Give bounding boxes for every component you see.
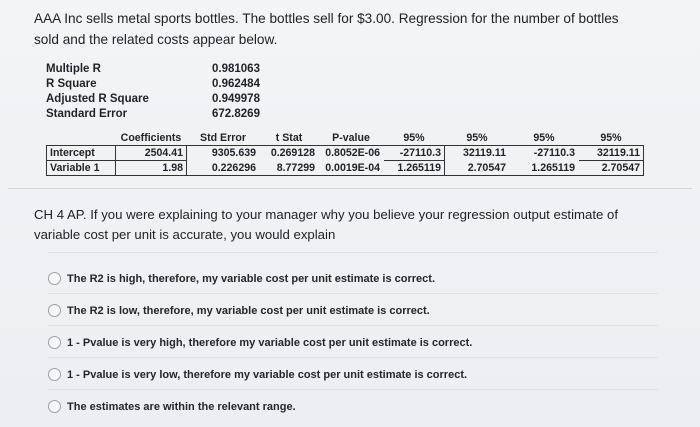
column-header: Coefficients (116, 131, 187, 146)
table-cell: 1.265119 (510, 161, 579, 176)
option-separator (48, 325, 658, 326)
option-text: 1 - Pvalue is very high, therefore my variable cost per unit estimate is correct. (67, 336, 473, 349)
column-header: 95% (579, 131, 644, 146)
stat-value: 0.981063 (212, 63, 260, 75)
stat-label: R Square (46, 78, 97, 90)
column-header: 95% (384, 131, 445, 146)
option-separator (48, 389, 658, 390)
section-divider (8, 188, 692, 189)
stat-label: Adjusted R Square (46, 93, 149, 105)
table-cell: 2.70547 (579, 161, 644, 176)
stat-value: 0.949978 (212, 93, 260, 105)
stat-row-multiple-r (46, 62, 260, 77)
table-header-row (47, 131, 644, 146)
table-cell: 8.77299 (260, 161, 319, 176)
regression-statistics (46, 62, 260, 122)
table-cell: 2504.41 (116, 146, 187, 161)
intro-line-1: AAA Inc sells metal sports bottles. The bottles sell for $3.00. Regression for the number of bottles (34, 11, 619, 26)
table-cell: 0.269128 (270, 147, 315, 159)
column-header: t Stat (260, 131, 319, 146)
option-text: The R2 is low, therefore, my variable cost per unit estimate is correct. (67, 304, 430, 317)
option-separator (48, 357, 658, 358)
stat-row-adjusted-r-square (46, 92, 260, 107)
table-cell: 2.70547 (445, 161, 510, 176)
column-header: Std Error (187, 131, 260, 146)
answer-option-3[interactable] (48, 336, 648, 349)
radio-button[interactable] (48, 400, 61, 413)
column-header: 95% (445, 131, 510, 146)
radio-button[interactable] (48, 304, 61, 317)
table-cell: 1.98 (116, 161, 187, 176)
table-row (47, 161, 644, 176)
column-header: P-value (319, 131, 384, 146)
table-cell: 9305.639 (211, 147, 256, 159)
option-separator (48, 293, 658, 294)
table-cell: 0.226296 (187, 161, 260, 176)
question-prompt (34, 205, 674, 245)
question-line-1: CH 4 AP. If you were explaining to your manager why you believe your regression output estimate of (34, 207, 618, 222)
radio-button[interactable] (48, 368, 61, 381)
table-cell: 0.0019E-04 (319, 161, 384, 176)
stat-value: 672.8269 (212, 108, 260, 120)
problem-intro (34, 8, 674, 50)
stat-row-r-square (46, 77, 260, 92)
intro-line-2: sold and the related costs appear below. (34, 32, 278, 47)
stat-row-standard-error (46, 107, 260, 122)
column-header (47, 131, 116, 146)
row-label: Intercept (47, 146, 116, 161)
option-text: 1 - Pvalue is very low, therefore my variable cost per unit estimate is correct. (67, 368, 468, 381)
radio-button[interactable] (48, 272, 61, 285)
table-row (47, 146, 644, 161)
table-cell: -27110.3 (533, 147, 575, 159)
regression-coefficients-table (46, 130, 644, 176)
answer-option-4[interactable] (48, 368, 648, 381)
option-text: The estimates are within the relevant range. (67, 400, 296, 413)
table-cell: 32119.11 (579, 146, 644, 161)
answer-option-2[interactable] (48, 304, 648, 317)
column-header: 95% (510, 131, 579, 146)
row-label: Variable 1 (47, 161, 116, 176)
answer-option-1[interactable] (48, 272, 648, 285)
radio-button[interactable] (48, 336, 61, 349)
option-separator (48, 252, 658, 253)
stat-value: 0.962484 (212, 78, 260, 90)
table-cell: -27110.3 (384, 146, 445, 161)
option-text: The R2 is high, therefore, my variable cost per unit estimate is correct. (67, 272, 436, 285)
table-cell: 0.8052E-06 (325, 147, 380, 159)
stat-label: Standard Error (46, 108, 128, 120)
table-cell: 1.265119 (384, 161, 445, 176)
table-cell: 32119.11 (462, 147, 506, 159)
stat-label: Multiple R (46, 63, 101, 75)
question-line-2: variable cost per unit is accurate, you would explain (34, 227, 336, 242)
answer-option-5[interactable] (48, 400, 648, 413)
